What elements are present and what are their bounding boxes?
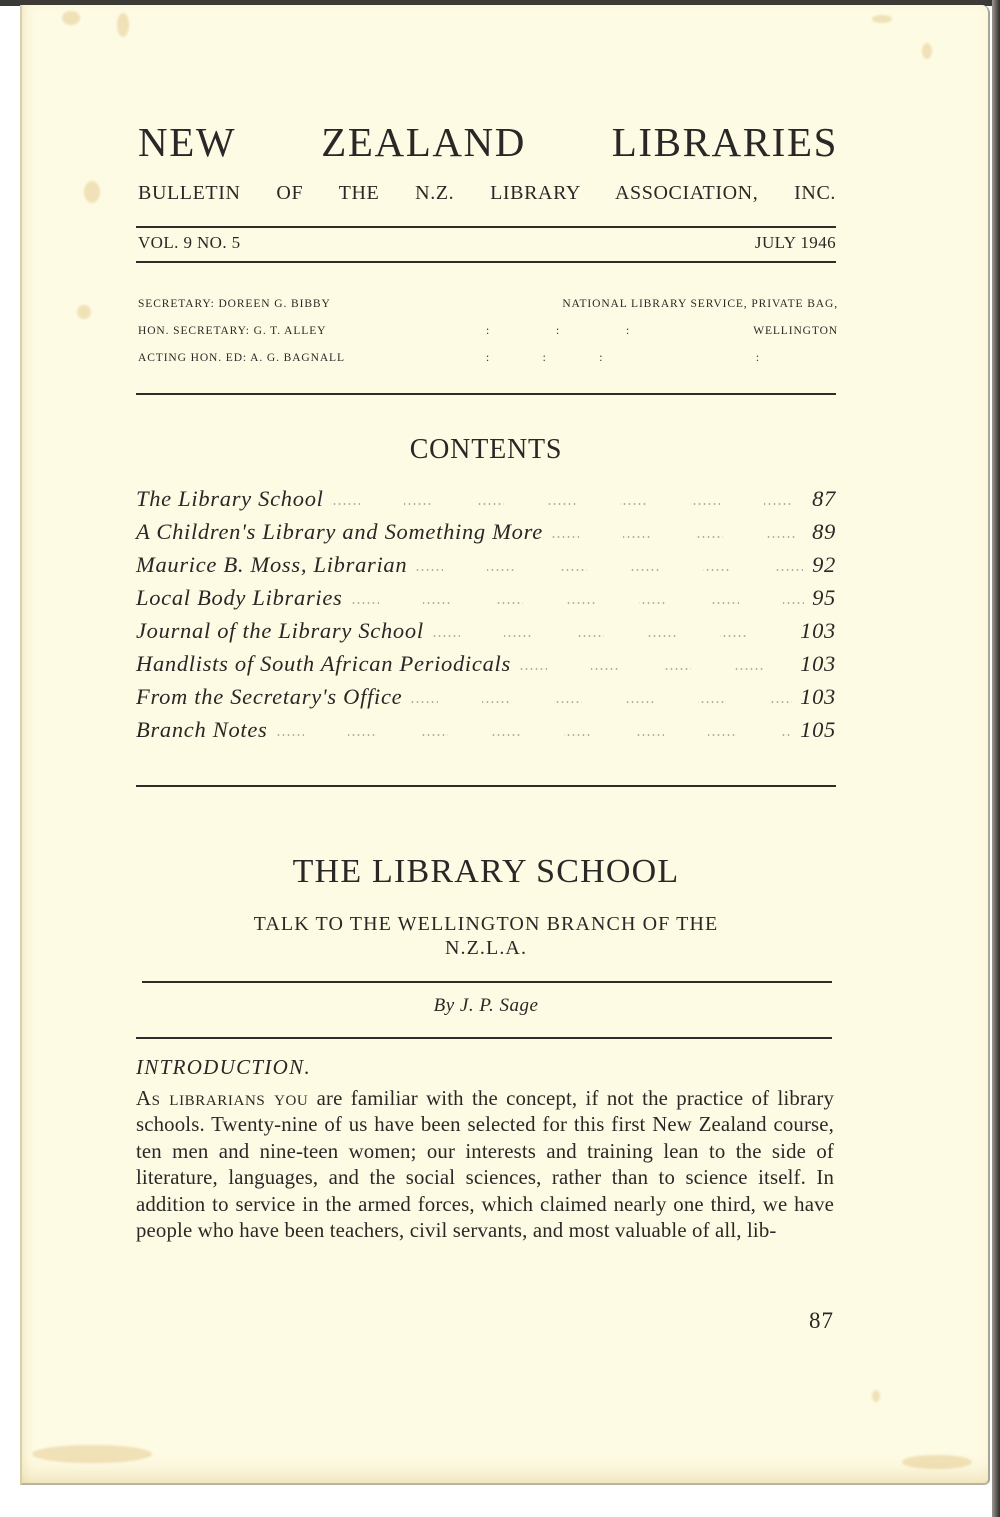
dot-leader	[415, 564, 804, 574]
dot-leader	[551, 531, 804, 541]
rule-divider	[136, 261, 836, 263]
paper-stain	[62, 11, 80, 25]
toc-entry-title: Journal of the Library School	[136, 618, 424, 643]
toc-entry[interactable]	[136, 618, 836, 651]
paper-stain	[117, 13, 129, 37]
toc-entry[interactable]	[136, 717, 836, 750]
publication-subtitle: BULLETIN OF THE N.Z. LIBRARY ASSOCIATION, INC.	[138, 182, 836, 204]
toc-entry-page: 103	[800, 684, 836, 709]
scan-right-edge	[992, 0, 1000, 1517]
dot-leader	[519, 663, 792, 673]
officer-secretary: SECRETARY: DOREEN G. BIBBY	[138, 297, 331, 310]
toc-entry-title: The Library School	[136, 486, 324, 511]
address-line	[468, 325, 838, 337]
rule-divider	[136, 785, 836, 787]
article-subtitle-line: N.Z.L.A.	[444, 937, 528, 959]
ditto-mark: :	[599, 351, 604, 364]
rule-divider	[136, 226, 836, 228]
officer-row	[138, 290, 838, 317]
table-of-contents	[136, 486, 836, 750]
ditto-mark: :	[625, 324, 631, 337]
toc-entry-title: Branch Notes	[136, 717, 268, 742]
toc-entry[interactable]	[136, 552, 836, 585]
toc-entry-title: Local Body Libraries	[136, 585, 343, 610]
article-subtitle-line: TALK TO THE WELLINGTON BRANCH OF THE	[253, 913, 719, 935]
officer-row	[138, 344, 838, 371]
ditto-mark: :	[755, 351, 761, 364]
paper-stain	[77, 305, 91, 319]
toc-entry[interactable]	[136, 684, 836, 717]
publication-title: NEW ZEALAND LIBRARIES	[138, 119, 838, 165]
dot-leader	[332, 498, 804, 508]
article-title: THE LIBRARY SCHOOL	[292, 853, 680, 890]
dot-leader	[351, 597, 804, 607]
issue-line	[138, 233, 836, 253]
toc-entry-page: 103	[800, 618, 836, 643]
volume-number: VOL. 9 NO. 5	[138, 233, 241, 252]
officers-block	[138, 290, 838, 371]
page-number: 87	[809, 1308, 834, 1333]
address-text: NATIONAL LIBRARY SERVICE, PRIVATE BAG,	[562, 297, 838, 310]
address-city: WELLINGTON	[753, 324, 838, 337]
paper-stain	[84, 181, 100, 203]
toc-entry-page: 103	[800, 651, 836, 676]
paper-stain	[922, 43, 932, 59]
paper-stain	[902, 1455, 972, 1469]
ditto-mark: :	[542, 351, 547, 364]
toc-entry[interactable]	[136, 651, 836, 684]
toc-entry-title: Maurice B. Moss, Librarian	[136, 552, 408, 577]
paper-stain	[32, 1445, 152, 1463]
body-paragraph: are familiar with the concept, if not the practice of library schools. Twenty-nine of us have been selected for this first New Zealand course, ten men and nine-teen women; our interests and training lean to the side of literature, languages, and the social sciences, rather than to science itself. In addition to service in the armed forces, which claimed nearly one third, we have people who have been teachers, civil servants, and most valuable of all, lib-	[136, 1087, 834, 1243]
officer-acting-editor: ACTING HON. ED: A. G. BAGNALL	[138, 351, 345, 364]
toc-entry-page: 95	[812, 585, 836, 610]
issue-date: JULY 1946	[754, 233, 836, 252]
toc-entry-title: Handlists of South African Periodicals	[136, 651, 511, 676]
rule-divider	[142, 981, 832, 983]
ditto-mark: :	[485, 351, 491, 364]
article-body	[136, 1086, 834, 1244]
toc-entry[interactable]	[136, 519, 836, 552]
toc-entry[interactable]	[136, 585, 836, 618]
article-subtitle	[136, 912, 836, 960]
toc-entry-page: 87	[812, 486, 836, 511]
paper-stain	[872, 1390, 880, 1402]
toc-entry-page: 89	[812, 519, 836, 544]
paper-stain	[872, 15, 892, 23]
dot-leader	[276, 729, 793, 739]
ditto-mark: :	[555, 324, 561, 337]
address-line	[468, 352, 838, 364]
address-line	[468, 298, 838, 310]
contents-heading: CONTENTS	[409, 434, 563, 465]
toc-entry-title: From the Secretary's Office	[136, 684, 403, 709]
section-heading: INTRODUCTION.	[136, 1055, 312, 1079]
dot-leader	[410, 696, 792, 706]
toc-entry-title: A Children's Library and Something More	[136, 519, 543, 544]
toc-entry-page: 92	[812, 552, 836, 577]
officer-row	[138, 317, 838, 344]
toc-entry[interactable]	[136, 486, 836, 519]
article-byline: By J. P. Sage	[433, 995, 539, 1016]
ditto-mark: :	[485, 324, 491, 337]
officer-hon-secretary: HON. SECRETARY: G. T. ALLEY	[138, 324, 327, 337]
toc-entry-page: 105	[800, 717, 836, 742]
rule-divider	[136, 1037, 832, 1039]
rule-divider	[136, 393, 836, 395]
lead-in-smallcaps: As librarians you	[136, 1087, 309, 1110]
dot-leader	[432, 630, 792, 640]
